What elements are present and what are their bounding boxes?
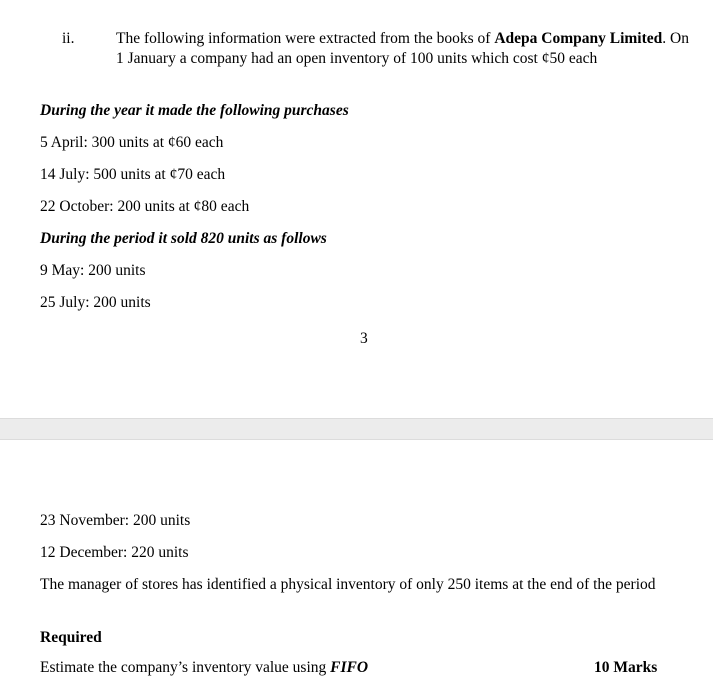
purchase-item: 5 April: 300 units at ¢60 each xyxy=(40,134,224,151)
required-task xyxy=(40,658,368,678)
page-number: 3 xyxy=(360,330,368,347)
sale-item: 23 November: 200 units xyxy=(40,512,191,529)
required-heading: Required xyxy=(40,629,102,646)
page-separator xyxy=(0,418,713,440)
purchase-item: 14 July: 500 units at ¢70 each xyxy=(40,166,226,183)
intro-text-part2: . On 1 January a company had an open inventory of 100 units which cost ¢50 each xyxy=(116,30,689,67)
physical-inventory-note: The manager of stores has identified a physical inventory of only 250 items at the end of the period xyxy=(40,576,656,593)
purchase-item: 22 October: 200 units at ¢80 each xyxy=(40,198,250,215)
question-numeral: ii. xyxy=(62,30,75,47)
question-intro xyxy=(116,29,696,69)
marks-label: 10 Marks xyxy=(594,659,658,676)
sale-item: 25 July: 200 units xyxy=(40,294,151,311)
sale-item: 12 December: 220 units xyxy=(40,544,189,561)
required-method: FIFO xyxy=(330,659,369,676)
intro-text-part1: The following information were extracted from the books of xyxy=(116,30,495,47)
sale-item: 9 May: 200 units xyxy=(40,262,146,279)
company-name: Adepa Company Limited xyxy=(494,30,663,47)
purchases-heading: During the year it made the following purchases xyxy=(40,102,349,119)
sales-heading: During the period it sold 820 units as follows xyxy=(40,230,327,247)
required-task-prefix: Estimate the company’s inventory value using xyxy=(40,659,331,676)
